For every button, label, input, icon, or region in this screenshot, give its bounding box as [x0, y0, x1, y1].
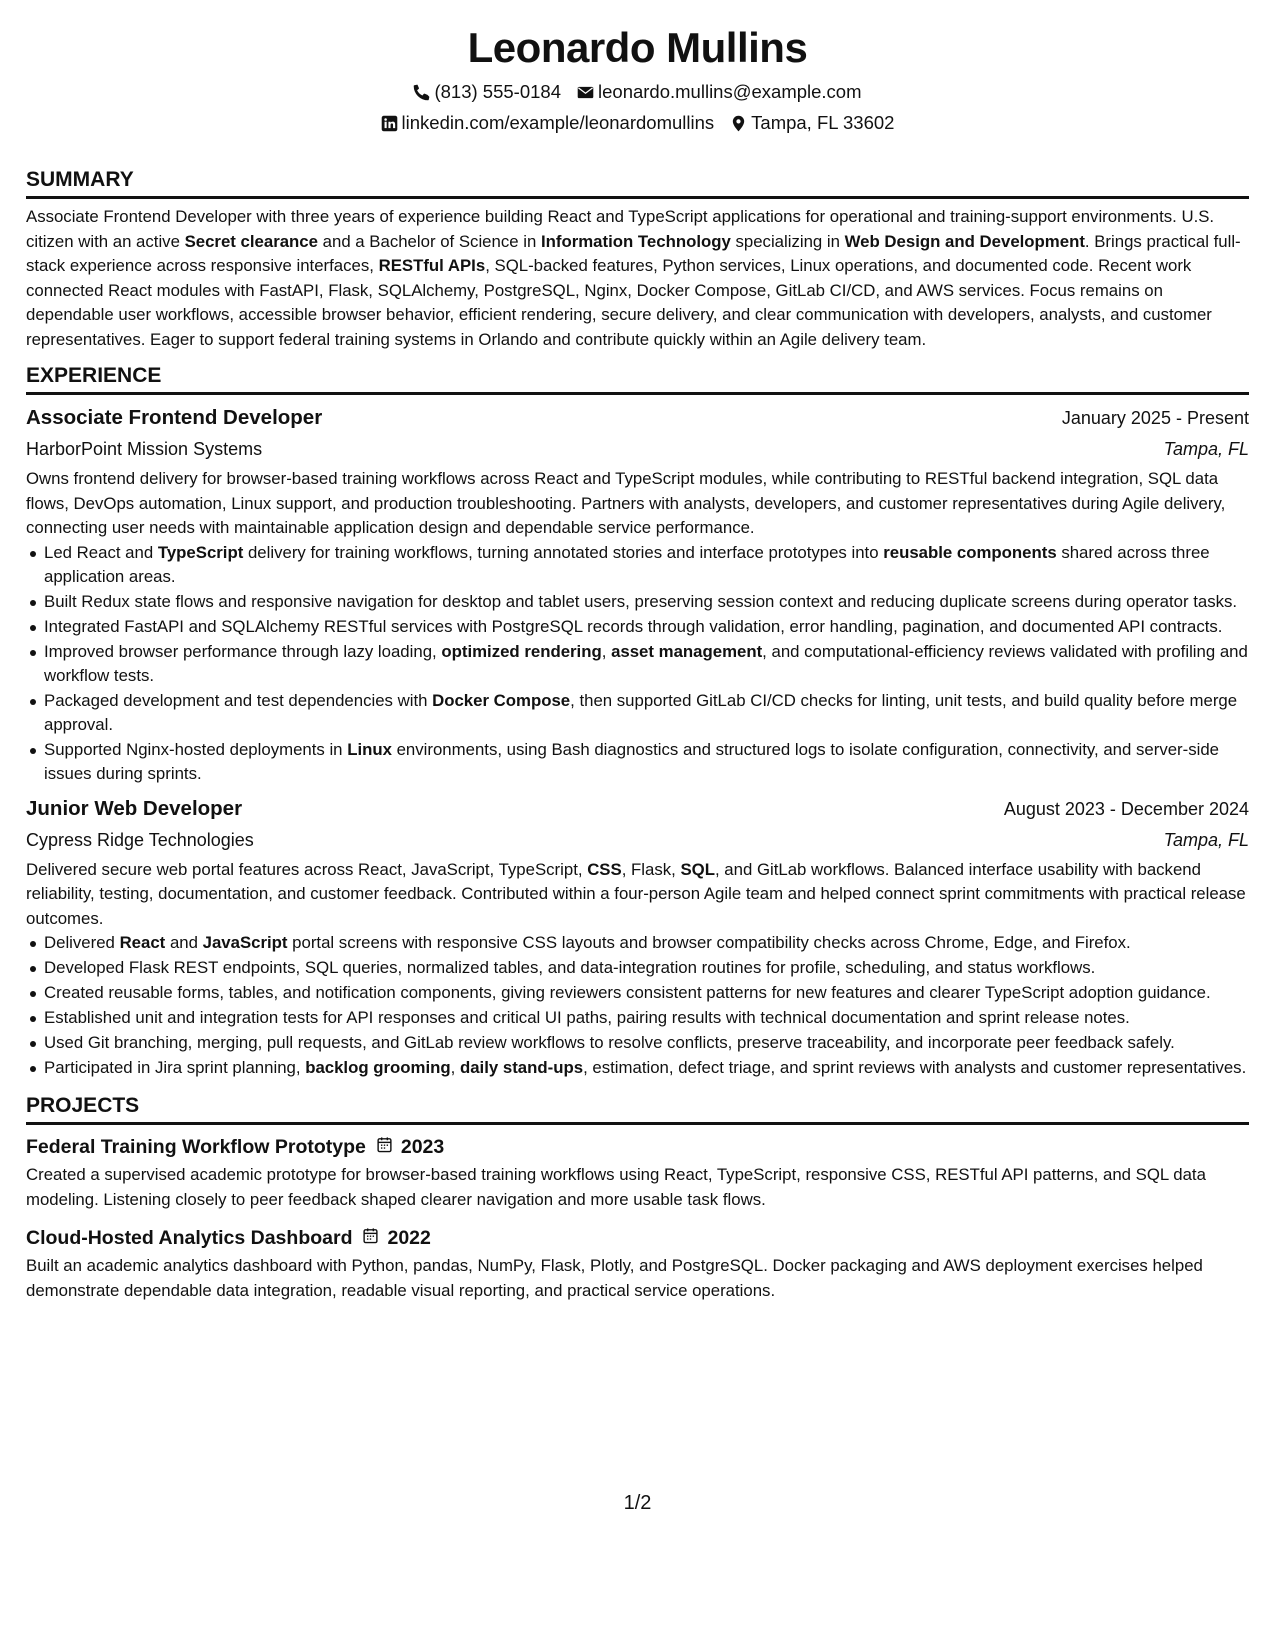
job-bullet: Built Redux state flows and responsive navigation for desktop and tablet users, preserving session context and reducing duplicate screens during operator tasks.	[44, 590, 1249, 614]
emphasis-text: TypeScript	[157, 542, 244, 562]
project-header	[26, 1133, 1249, 1161]
calendar-icon	[376, 1133, 393, 1161]
email-contact[interactable]	[577, 80, 862, 104]
emphasis-text: daily stand-ups	[459, 1058, 584, 1077]
job-bullet: Supported Nginx-hosted deployments in Linux environments, using Bash diagnostics and structured logs to isolate configuration, connectivity, and server-side issues during sprints.	[44, 738, 1249, 786]
phone-text: (813) 555-0184	[434, 81, 561, 102]
job-title: Associate Frontend Developer	[26, 406, 323, 429]
projects-heading: PROJECTS	[26, 1092, 1249, 1125]
emphasis-text: CSS	[587, 859, 622, 879]
job-bullet: Participated in Jira sprint planning, backlog grooming, daily stand-ups, estimation, defect triage, and sprint reviews with analysts and customer representatives.	[44, 1056, 1249, 1080]
job-bullet: Developed Flask REST endpoints, SQL queries, normalized tables, and data-integration routines for profile, scheduling, and status workflows.	[44, 956, 1249, 980]
emphasis-text: React	[119, 933, 166, 952]
phone-contact	[413, 80, 561, 104]
emphasis-text: backlog grooming	[305, 1058, 451, 1077]
project-name: Cloud-Hosted Analytics Dashboard	[26, 1227, 353, 1249]
job-bullet: Created reusable forms, tables, and notification components, giving reviewers consistent patterns for new features and clearer TypeScript adoption guidance.	[44, 981, 1249, 1005]
calendar-icon	[362, 1224, 379, 1252]
job-company: HarborPoint Mission Systems	[26, 439, 263, 459]
location-contact	[730, 111, 894, 135]
job-bullet-list	[26, 541, 1249, 786]
contact-row-secondary	[0, 111, 1275, 135]
emphasis-text: RESTful APIs	[378, 256, 486, 275]
job-entry	[26, 794, 1249, 1081]
resume-header	[0, 20, 1275, 135]
project-name: Federal Training Workflow Prototype	[26, 1136, 366, 1158]
emphasis-text: JavaScript	[202, 933, 288, 952]
linkedin-link[interactable]: linkedin.com/example/leonardomullins	[401, 112, 715, 133]
project-date	[362, 1224, 430, 1252]
summary-text: Associate Frontend Developer with three years of experience building React and TypeScript applications for operational and training-support environments. U.S. citizen with an active Secret clearance and a Bachelor of Science in Information Technology specializing in Web Design and Development. Brings practical full-stack experience across responsive interfaces, RESTful APIs, SQL-backed features, Python services, Linux operations, and documented code. Recent work connected React modules with FastAPI, Flask, SQLAlchemy, PostgreSQL, Nginx, Docker Compose, GitLab CI/CD, and AWS services. Focus remains on dependable user workflows, accessible browser behavior, efficient rendering, secure delivery, and clear communication with developers, analysts, and customer representatives. Eager to support federal training systems in Orlando and contribute quickly within an Agile delivery team.	[26, 207, 1241, 349]
job-header	[26, 794, 1249, 824]
job-company: Cypress Ridge Technologies	[26, 829, 254, 850]
emphasis-text: optimized rendering	[441, 641, 602, 661]
project-header	[26, 1224, 1249, 1252]
projects-section	[26, 1092, 1249, 1303]
map-pin-icon	[730, 115, 747, 132]
project-year: 2022	[387, 1227, 431, 1249]
linkedin-icon	[381, 115, 398, 132]
phone-icon	[413, 84, 430, 101]
emphasis-text: Docker Compose	[432, 690, 571, 710]
job-location: Tampa, FL	[1163, 439, 1249, 459]
linkedin-contact[interactable]	[381, 111, 715, 135]
envelope-icon	[577, 84, 594, 101]
location-text: Tampa, FL 33602	[751, 112, 895, 133]
job-location: Tampa, FL	[1163, 829, 1249, 850]
contact-row-primary	[0, 80, 1275, 104]
emphasis-text: Information Technology	[540, 231, 731, 251]
job-dates: January 2025 - Present	[1061, 408, 1249, 428]
job-bullet: Established unit and integration tests for API responses and critical UI paths, pairing results with technical documentation and sprint release notes.	[44, 1006, 1249, 1030]
project-description: Built an academic analytics dashboard with Python, pandas, NumPy, Flask, Plotly, and PostgreSQL. Docker packaging and AWS deployment exercises helped demonstrate dependable data integration, readable visual reporting, and practical service operations.	[26, 1256, 1203, 1300]
job-description: Owns frontend delivery for browser-based training workflows across React and TypeScript modules, while contributing to RESTful backend integration, SQL data flows, DevOps automation, Linux support, and production troubleshooting. Partners with analysts, developers, and customer representatives during Agile delivery, connecting user needs with maintainable application design and dependable service performance.	[26, 469, 1226, 537]
resume-content	[26, 166, 1249, 1303]
emphasis-text: SQL	[680, 859, 715, 879]
job-title: Junior Web Developer	[26, 796, 243, 820]
job-header	[26, 403, 1249, 433]
job-bullet: Improved browser performance through lazy loading, optimized rendering, asset management, and computational-efficiency reviews validated with profiling and workflow tests.	[44, 640, 1249, 688]
job-bullet: Integrated FastAPI and SQLAlchemy RESTful services with PostgreSQL records through validation, error handling, pagination, and documented API contracts.	[44, 615, 1249, 639]
project-entry	[26, 1133, 1249, 1212]
page-indicator: 1/2	[623, 1492, 652, 1514]
job-subheader	[26, 435, 1249, 463]
experience-heading: EXPERIENCE	[26, 362, 1249, 395]
email-link[interactable]: leonardo.mullins@example.com	[598, 81, 862, 102]
experience-section	[26, 362, 1249, 1080]
job-bullet: Packaged development and test dependencies with Docker Compose, then supported GitLab CI/CD checks for linting, unit tests, and build quality before merge approval.	[44, 689, 1249, 737]
job-bullet: Delivered React and JavaScript portal screens with responsive CSS layouts and browser compatibility checks across Chrome, Edge, and Firefox.	[44, 931, 1249, 955]
job-dates: August 2023 - December 2024	[1003, 798, 1249, 819]
project-year: 2023	[400, 1136, 445, 1158]
emphasis-text: Web Design and Development	[844, 231, 1085, 251]
job-bullet: Led React and TypeScript delivery for training workflows, turning annotated stories and interface prototypes into reusable components shared across three application areas.	[44, 541, 1249, 589]
emphasis-text: asset management	[611, 641, 763, 661]
job-bullet: Used Git branching, merging, pull requests, and GitLab review workflows to resolve conflicts, preserve traceability, and incorporate peer feedback safely.	[44, 1031, 1249, 1055]
project-description: Created a supervised academic prototype for browser-based training workflows using React, TypeScript, responsive CSS, RESTful API patterns, and SQL data modeling. Listening closely to peer feedback shaped clearer navigation and more usable task flows.	[26, 1165, 1206, 1209]
project-date	[376, 1133, 444, 1161]
job-entry	[26, 403, 1249, 786]
summary-heading: SUMMARY	[26, 166, 1249, 199]
candidate-name: Leonardo Mullins	[467, 24, 808, 71]
job-description: Delivered secure web portal features across React, JavaScript, TypeScript, CSS, Flask, SQL, and GitLab workflows. Balanced interface usability with backend reliability, testing, documentation, and customer feedback. Contributed within a four-person Agile team and helped connect sprint commitments with practical release outcomes.	[26, 859, 1246, 928]
emphasis-text: Secret clearance	[184, 231, 318, 251]
emphasis-text: reusable components	[883, 542, 1057, 562]
summary-section	[26, 166, 1249, 352]
job-subheader	[26, 826, 1249, 854]
emphasis-text: Linux	[347, 739, 392, 759]
job-bullet-list	[26, 931, 1249, 1080]
project-entry	[26, 1224, 1249, 1303]
